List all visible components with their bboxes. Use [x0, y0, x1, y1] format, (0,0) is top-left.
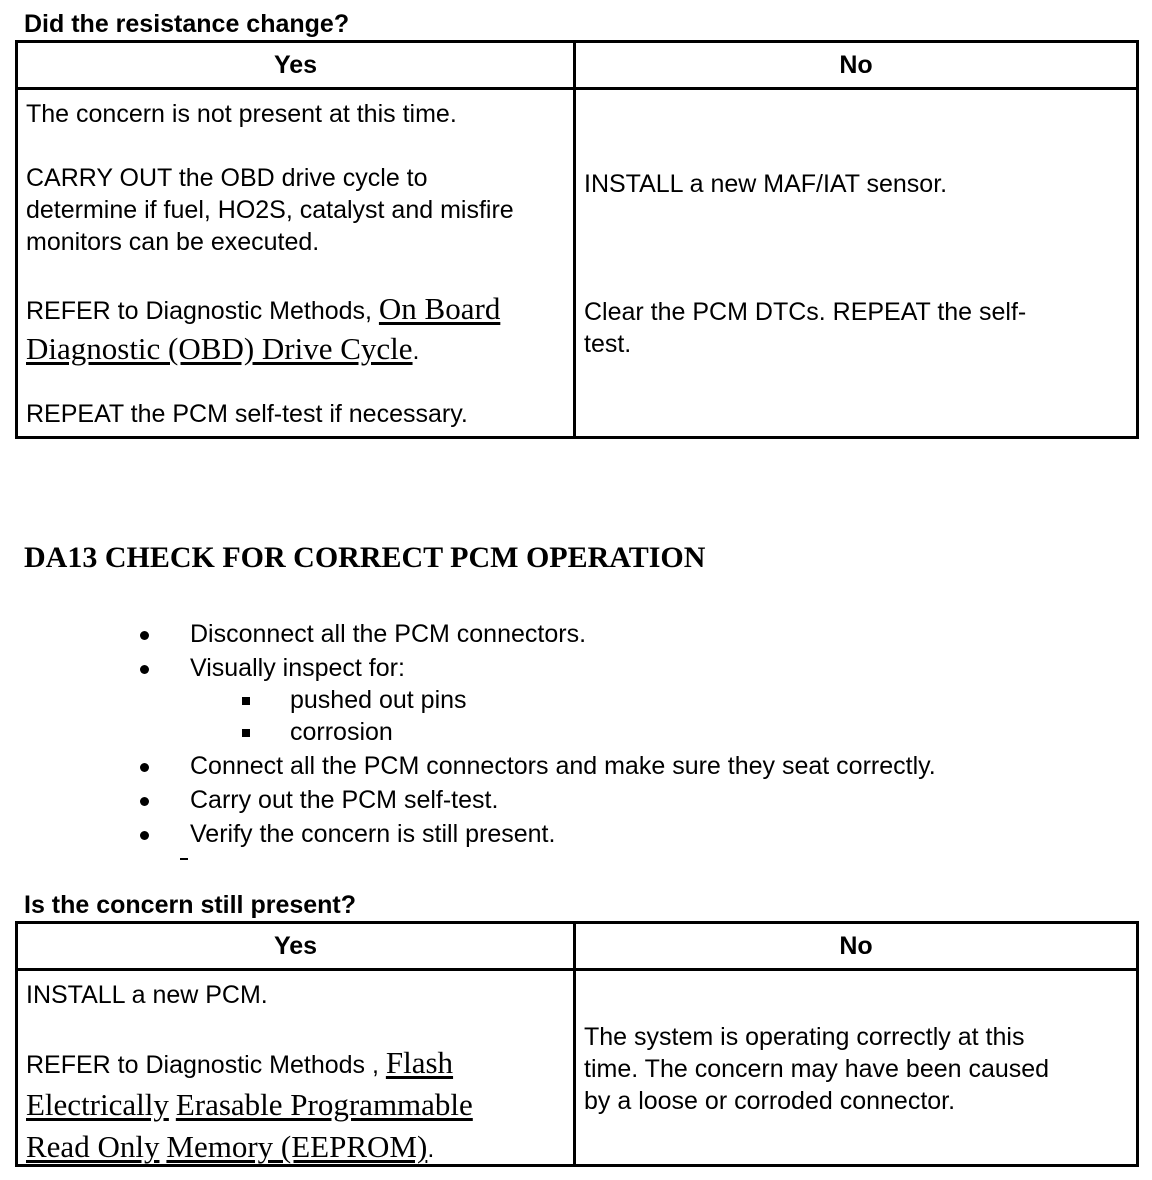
stray-mark	[180, 858, 188, 860]
no-column-header: No	[575, 923, 1138, 970]
link-flash[interactable]: Flash	[385, 1045, 454, 1080]
section-heading-da13: DA13 CHECK FOR CORRECT PCM OPERATION	[24, 541, 706, 574]
yes-cell	[17, 970, 575, 1166]
bullet-dot	[140, 763, 149, 772]
list-item: Connect all the PCM connectors and make sure they seat correctly.	[190, 752, 936, 780]
list-item: Verify the concern is still present.	[190, 820, 556, 848]
no-cell	[575, 89, 1138, 438]
no-column-header: No	[575, 42, 1138, 89]
sub-bullet-square	[242, 729, 250, 737]
link-obd-drive-cycle[interactable]: Diagnostic (OBD) Drive Cycle	[26, 331, 413, 366]
question-resistance-change: Did the resistance change?	[24, 10, 350, 38]
yes-column-header: Yes	[17, 923, 575, 970]
no-text-clear-dtcs: Clear the PCM DTCs. REPEAT the self- test.	[584, 298, 1027, 358]
sub-list-item: pushed out pins	[290, 686, 467, 714]
resistance-result-table	[15, 40, 1139, 439]
link-memory-eeprom[interactable]: Memory (EEPROM)	[166, 1129, 428, 1164]
list-item: Visually inspect for:	[190, 654, 405, 682]
yes-text-refer-eeprom: REFER to Diagnostic Methods , Flash Electrically Erasable Programmable Read Only Memory (EEPROM).	[26, 1045, 473, 1164]
link-read-only[interactable]: Read Only	[26, 1129, 160, 1164]
question-concern-still-present: Is the concern still present?	[24, 891, 357, 919]
yes-text-repeat-self-test: REPEAT the PCM self-test if necessary.	[26, 400, 468, 428]
sub-list-item: corrosion	[290, 718, 393, 746]
bullet-dot	[140, 831, 149, 840]
no-text-system-operating: The system is operating correctly at this time. The concern may have been caused by a loose or corroded connector.	[584, 1023, 1050, 1115]
yes-text-concern-not-present: The concern is not present at this time.	[26, 100, 457, 128]
no-cell	[575, 970, 1138, 1166]
no-text-install-maf-iat: INSTALL a new MAF/IAT sensor.	[584, 170, 948, 198]
bullet-dot	[140, 665, 149, 674]
list-item: Carry out the PCM self-test.	[190, 786, 499, 814]
yes-text-obd-drive-cycle: CARRY OUT the OBD drive cycle to determine if fuel, HO2S, catalyst and misfire monitors can be executed.	[26, 164, 514, 256]
list-item: Disconnect all the PCM connectors.	[190, 620, 587, 648]
bullet-dot	[140, 631, 149, 640]
link-electrically[interactable]: Electrically	[26, 1087, 169, 1122]
bullet-dot	[140, 797, 149, 806]
yes-text-refer-obd: REFER to Diagnostic Methods, On Board Diagnostic (OBD) Drive Cycle.	[26, 291, 501, 366]
link-on-board-diagnostic[interactable]: On Board	[378, 291, 501, 326]
yes-cell	[17, 89, 575, 438]
yes-column-header: Yes	[17, 42, 575, 89]
yes-text-install-pcm: INSTALL a new PCM.	[26, 981, 268, 1009]
pcm-result-table	[15, 921, 1139, 1167]
sub-bullet-square	[242, 697, 250, 705]
link-erasable-programmable[interactable]: Erasable Programmable	[175, 1087, 473, 1122]
